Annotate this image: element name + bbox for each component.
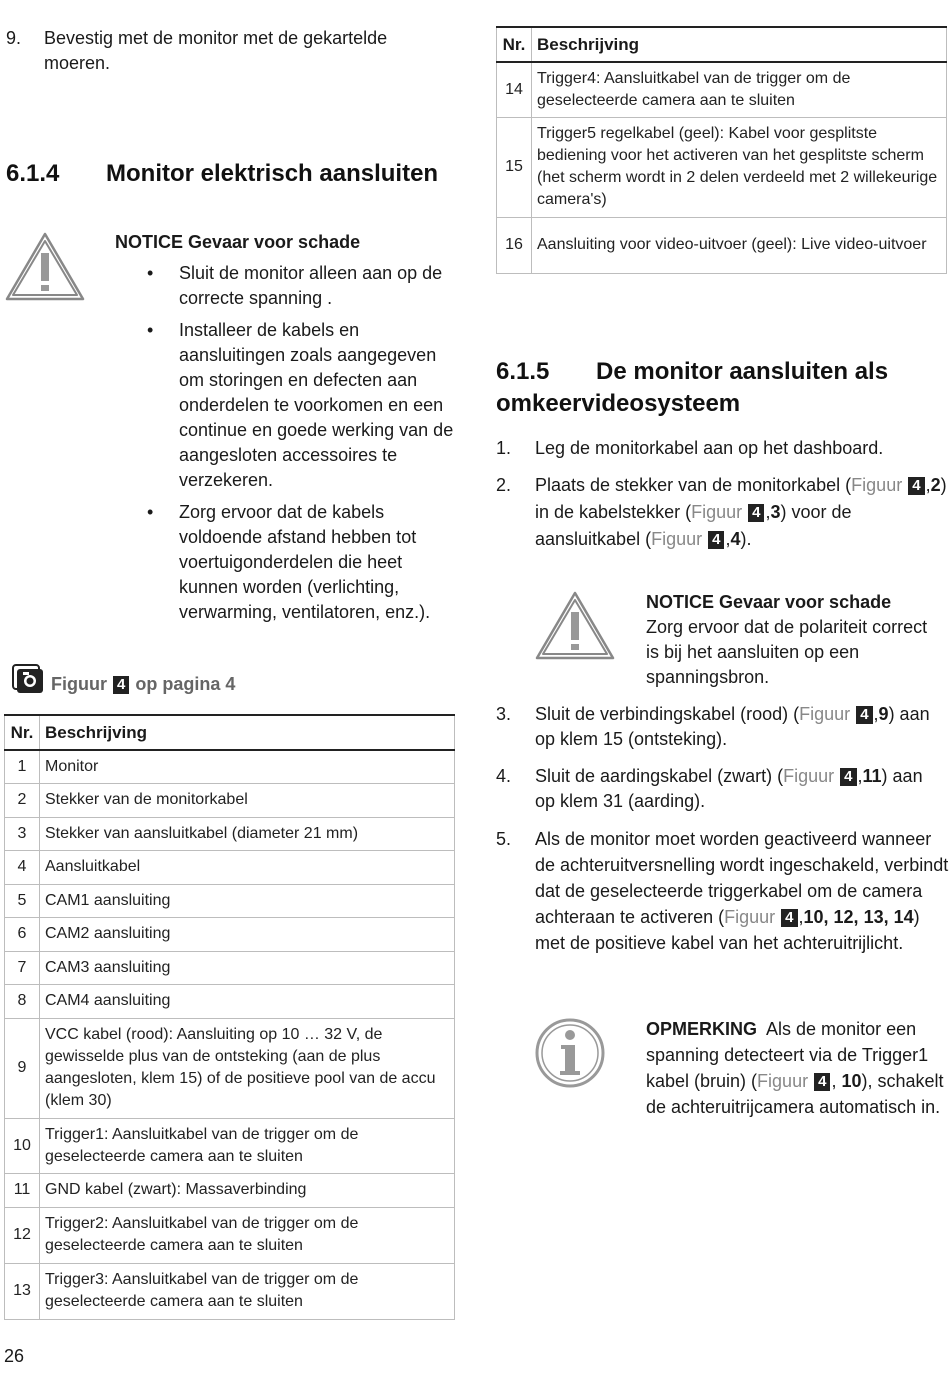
table-row: 5 CAM1 aansluiting bbox=[5, 884, 455, 917]
table-row: 12 Trigger2: Aansluitkabel van de trigger om de geselecteerde camera aan te sluiten bbox=[5, 1207, 455, 1263]
table-row: 16 Aansluiting voor video-uitvoer (geel): Live video-uitvoer bbox=[497, 217, 947, 273]
section-number: 6.1.4 bbox=[6, 160, 60, 187]
table-row: 15 Trigger5 regelkabel (geel): Kabel voor gesplitste bediening voor het activeren van het gesplitste scherm (het scherm wordt in 2 delen verdeeld met 2 willekeurige camera's) bbox=[497, 117, 947, 217]
figure-link[interactable]: Figuur bbox=[651, 529, 703, 549]
section-number: 6.1.5 bbox=[496, 358, 550, 385]
notice-polarity bbox=[646, 590, 941, 690]
notice-text: Zorg ervoor dat de polariteit correct is bij het aansluiten op een spanningsbron. bbox=[646, 617, 928, 687]
table-row: 8 CAM4 aansluiting bbox=[5, 984, 455, 1018]
note-title: OPMERKING bbox=[646, 1019, 758, 1039]
figure-link[interactable]: Figuur bbox=[757, 1071, 809, 1091]
warning-icon bbox=[4, 231, 86, 303]
section-title-line-1: De monitor aansluiten als bbox=[596, 358, 889, 385]
page-number: 26 bbox=[4, 1346, 25, 1366]
step-number: 9. bbox=[6, 28, 22, 48]
figure-link[interactable]: Figuur bbox=[799, 704, 851, 724]
table-row: 2 Stekker van de monitorkabel bbox=[5, 783, 455, 817]
camera-icon bbox=[12, 664, 44, 694]
section-heading-6-1-5 bbox=[496, 356, 946, 420]
note-trigger1: OPMERKING Als de monitor een spanning detecteert via de Trigger1 kabel (bruin) (Figuur 4 , 10), schakelt de achteruitrijcamera automatisch in. bbox=[646, 1019, 944, 1117]
figure-link[interactable]: Figuur bbox=[851, 475, 903, 495]
info-icon bbox=[534, 1017, 606, 1089]
component-table bbox=[4, 714, 455, 1320]
figure-link[interactable]: Figuur bbox=[783, 766, 835, 786]
table-row: 10 Trigger1: Aansluitkabel van de trigger om de geselecteerde camera aan te sluiten bbox=[5, 1118, 455, 1173]
component-table-continued bbox=[496, 26, 947, 274]
table-header-row bbox=[5, 715, 455, 750]
table-row: 9 VCC kabel (rood): Aansluiting op 10 … 32 V, de gewisselde plus van de ontsteking (aan de plus aangesloten, klem 15) of de positieve pool van de accu (klem 30) bbox=[5, 1018, 455, 1118]
table-row: 3 Stekker van aansluitkabel (diameter 21 mm) bbox=[5, 817, 455, 850]
section-title: Monitor elektrisch aansluiten bbox=[106, 160, 439, 187]
figure-number-box: 4 bbox=[113, 676, 129, 694]
warning-icon bbox=[534, 590, 616, 662]
table-row: 1 Monitor bbox=[5, 750, 455, 783]
table-row: 13 Trigger3: Aansluitkabel van de trigger om de geselecteerde camera aan te sluiten bbox=[5, 1263, 455, 1319]
section-title-line-2: omkeervideosysteem bbox=[496, 390, 741, 417]
notice-bullet-list bbox=[115, 261, 459, 632]
table-row: 4 Aansluitkabel bbox=[5, 850, 455, 884]
notice-bullet-3: • Zorg ervoor dat de kabels voldoende afstand hebben tot voertuigonderdelen die heet kunnen worden (verlichting, verwarming, ventilatoren, enz.). bbox=[147, 502, 431, 622]
table-row: 11 GND kabel (zwart): Massaverbinding bbox=[5, 1173, 455, 1207]
table-row: 6 CAM2 aansluiting bbox=[5, 917, 455, 951]
table-row: 14 Trigger4: Aansluitkabel van de trigger om de geselecteerde camera aan te sluiten bbox=[497, 62, 947, 117]
notice-title: NOTICE Gevaar voor schade bbox=[646, 592, 892, 612]
notice-title: NOTICE Gevaar voor schade bbox=[115, 232, 361, 252]
section-heading-6-1-4 bbox=[6, 158, 456, 190]
figure-link[interactable]: Figuur bbox=[691, 502, 743, 522]
figure-reference[interactable]: Figuur 4 op pagina 4 bbox=[51, 674, 236, 694]
notice-bullet-1: • Sluit de monitor alleen aan op de correcte spanning . bbox=[147, 263, 443, 308]
table-header-row bbox=[497, 27, 947, 62]
header-beschrijving: Beschrijving bbox=[532, 27, 947, 62]
header-nr: Nr. bbox=[5, 715, 40, 750]
step-text: Bevestig met de monitor met de gekartelde moeren. bbox=[44, 28, 388, 73]
notice-bullet-2: • Installeer de kabels en aansluitingen zoals aangegeven om storingen en defecten aan onderdelen te voorkomen en een continue en goede werking van de aangesloten accessoires te verzekeren. bbox=[147, 320, 454, 490]
table-row: 7 CAM3 aansluiting bbox=[5, 951, 455, 984]
figure-link[interactable]: Figuur bbox=[724, 907, 776, 927]
header-beschrijving: Beschrijving bbox=[40, 715, 455, 750]
header-nr: Nr. bbox=[497, 27, 532, 62]
